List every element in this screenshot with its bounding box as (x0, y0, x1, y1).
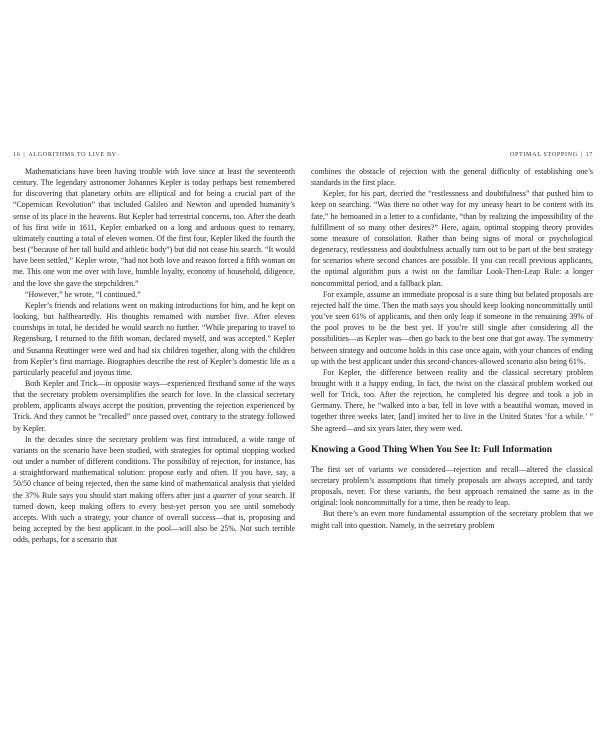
section-heading: Knowing a Good Thing When You See It: Full Information (311, 443, 553, 455)
left-page-number: 16 (13, 151, 21, 158)
left-paragraph-emph: In the decades since the secretary problem was first introduced, a wide range of variants on the scenario have been studied, with strategies for optimal stopping worked out under a number of different conditions. The possibility of rejection, for instance, has a straightforward mathematical solution: propose early and often. If you have, say, a 50/50 chance of being rejected, then the same kind of mathematical analysis that yielded the 37% Rule says you should start making offers after just a quarter of your search. If turned down, keep making offers to every best-yet person you see until somebody accepts. With such a strategy, your chance of overall success—that is, proposing and being accepted by the best applicant in the pool—will also be 25%. Not such terrible odds, perhaps, for a scenario that (13, 434, 296, 545)
left-paragraph: Both Kepler and Trick—in opposite ways—experienced firsthand some of the ways that the secretary problem oversimplifies the search for love. In the classical secretary problem, applicants always accept the position, preventing the rejection experienced by Trick. And they cannot be “recalled” once passed over, contrary to the strategy followed by Kepler. (13, 378, 295, 433)
right-running-head: OPTIMAL STOPPING | 17 (509, 151, 593, 158)
left-page (13, 150, 295, 545)
emphasized-word: quarter (213, 490, 237, 500)
right-paragraph: For example, assume an immediate proposal is a sure thing but belated proposals are rejected half the time. Then the math says you should keep looking noncommittally until you’ve seen 61% of applicants, and then only leap if someone in the remaining 39% of the pool proves to be the best yet. If you’re still single after considering all the possibilities—as Kepler was—then go back to the best one that got away. The symmetry between strategy and outcome holds in this case once again, with your chances of ending up with the best applicant under this second-chances-allowed scenario also being 61%. (311, 289, 593, 366)
left-running-title: ALGORITHMS TO LIVE BY (28, 151, 117, 158)
right-page (311, 150, 593, 531)
right-paragraph: combines the obstacle of rejection with the general difficulty of establishing one’s standards in the first place. (311, 167, 593, 188)
left-running-head: 16 | ALGORITHMS TO LIVE BY (13, 151, 117, 158)
right-page-number: 17 (585, 151, 593, 158)
right-paragraph: The first set of variants we considered—rejection and recall—altered the classical secretary problem’s assumptions that timely proposals are always accepted, and tardy proposals, never. For these variants, the best approach remained the same as in the original: look noncommittally for a time, then be ready to leap. (311, 464, 593, 508)
right-page-body (311, 166, 593, 531)
right-paragraph: For Kepler, the difference between reality and the classical secretary problem brought with it a happy ending. In fact, the twist on the classical problem worked out well for Trick, too. After the rejection, he completed his degree and took a job in Germany. There, he “walked into a bar, fell in love with a beautiful woman, moved in together three weeks later, [and] invited her to live in the United States ‘for a while.’ ” She agreed—and six years later, they were wed. (311, 367, 593, 433)
right-paragraph: But there’s an even more fundamental assumption of the secretary problem that we might call into question. Namely, in the secretary problem (311, 509, 593, 530)
left-paragraph: Mathematicians have been having trouble with love since at least the seventeenth century. The legendary astronomer Johannes Kepler is today perhaps best remembered for discovering that planetary orbits are elliptical and for being a crucial part of the “Copernican Revolution” that included Galileo and Newton and upended humanity’s sense of its place in the heavens. But Kepler had terrestrial concerns, too. After the death of his first wife in 1611, Kepler embarked on a long and arduous quest to remarry, ultimately courting a total of eleven women. Of the first four, Kepler liked the fourth the best (“because of her tall build and athletic body”) but did not cease his search. “It would have been settled,” Kepler wrote, “had not both love and reason forced a fifth woman on me. This one won me over with love, humble loyalty, economy of household, diligence, and the love she gave the stepchildren.” (13, 167, 295, 288)
right-running-title: OPTIMAL STOPPING (509, 151, 578, 158)
left-paragraph: “However,” he wrote, “I continued.” (25, 289, 141, 299)
left-paragraph: Kepler’s friends and relations went on making introductions for him, and he kept on looking, but halfheartedly. His thoughts remained with number five. After eleven courtships in total, he decided he would search no further. “While preparing to travel to Regensburg, I returned to the fifth woman, declared myself, and was accepted.” Kepler and Susanna Reuttinger were wed and had six children together, along with the children from Kepler’s first marriage. Biographies describe the rest of Kepler’s domestic life as a particularly peaceful and joyous time. (13, 300, 295, 377)
left-page-body (13, 166, 295, 545)
right-paragraph: Kepler, for his part, decried the “restlessness and doubtfulness” that pushed him to keep on searching. “Was there no other way for my uneasy heart to be content with its fate,” he bemoaned in a letter to a confidante, “than by realizing the impossibility of the fulfillment of so many other desires?” Here, again, optimal stopping theory provides some measure of consolation. Rather than being signs of moral or psychological degeneracy, restlessness and doubtfulness actually turn out to be part of the best strategy for scenarios where second chances are possible. If you can recall previous applicants, the optimal algorithm puts a twist on the familiar Look-Then-Leap Rule: a longer noncommittal period, and a fallback plan. (311, 189, 593, 288)
